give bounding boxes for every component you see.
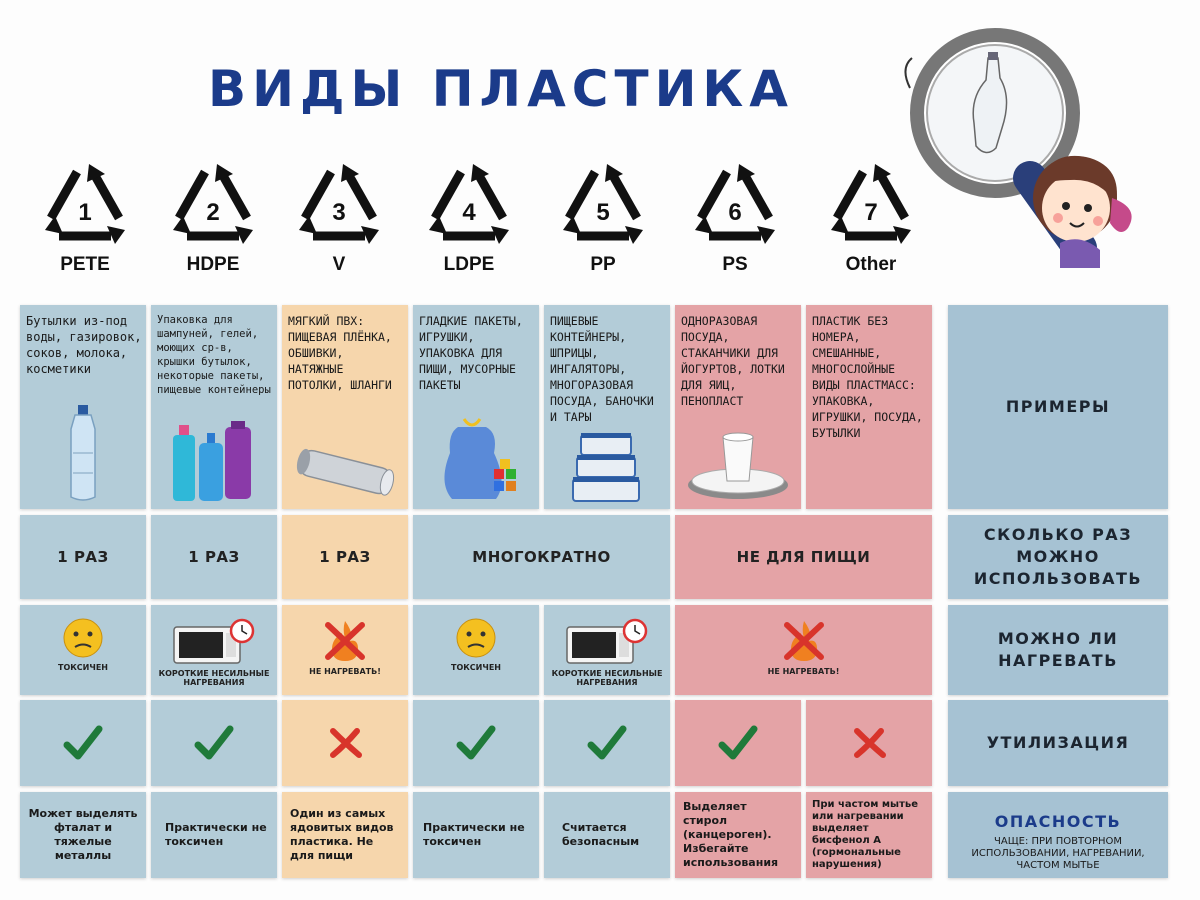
row-header-examples bbox=[948, 305, 1168, 509]
row-header-recycle bbox=[948, 700, 1168, 786]
bottle-illustration bbox=[20, 403, 146, 503]
svg-text:2: 2 bbox=[206, 199, 220, 226]
heat-caption: НЕ НАГРЕВАТЬ! bbox=[767, 667, 840, 676]
danger-text: Может выделять фталат и тяжелые металлы bbox=[28, 807, 138, 862]
example-text: ПЛАСТИК БЕЗ НОМЕРА, СМЕШАННЫЕ, МНОГОСЛОЙНЫЕ ВИДЫ ПЛАСТМАСС: УПАКОВКА, ИГРУШКИ, ПОСУДА, БУТЫЛКИ bbox=[812, 314, 923, 440]
heat-caption: НЕ НАГРЕВАТЬ! bbox=[309, 667, 381, 676]
reuse-label: 1 РАЗ bbox=[319, 548, 371, 566]
example-cell-5 bbox=[544, 305, 670, 509]
row-header-label: УТИЛИЗАЦИЯ bbox=[986, 733, 1130, 752]
recycle-triangle-icon bbox=[687, 160, 783, 250]
recycle-cell-7 bbox=[806, 700, 932, 786]
heat-caption: КОРОТКИЕ НЕСИЛЬНЫЕ НАГРЕВАНИЯ bbox=[158, 669, 270, 687]
reuse-cell-6-7 bbox=[675, 515, 932, 599]
heat-cell-1 bbox=[20, 605, 146, 695]
code-1 bbox=[30, 160, 140, 276]
danger-cell-1 bbox=[20, 792, 146, 878]
danger-cell-3 bbox=[282, 792, 408, 878]
code-2 bbox=[158, 160, 268, 276]
example-text: ГЛАДКИЕ ПАКЕТЫ, ИГРУШКИ, УПАКОВКА ДЛЯ ПИЩИ, МУСОРНЫЕ ПАКЕТЫ bbox=[419, 314, 523, 392]
heat-caption: ТОКСИЧЕН bbox=[58, 663, 108, 672]
example-cell-7 bbox=[806, 305, 932, 509]
reuse-label: 1 РАЗ bbox=[188, 548, 240, 566]
heat-cell-6-7 bbox=[675, 605, 932, 695]
example-text: Упаковка для шампуней, гелей, моющих ср-в, крышки бутылок, некоторые пакеты, пищевые контейнеры bbox=[157, 314, 271, 396]
svg-text:5: 5 bbox=[596, 199, 610, 226]
example-cell-6 bbox=[675, 305, 801, 509]
heat-cell-2 bbox=[151, 605, 277, 695]
checkmark-icon bbox=[456, 725, 496, 761]
danger-cell-4 bbox=[413, 792, 539, 878]
shampoo-bottles-illustration bbox=[151, 421, 277, 503]
reuse-label: МНОГОКРАТНО bbox=[472, 548, 611, 566]
reuse-cell-2 bbox=[151, 515, 277, 599]
page-title: ВИДЫ ПЛАСТИКА bbox=[208, 60, 794, 118]
sad-face-icon bbox=[455, 617, 497, 659]
row-header-label: ПРИМЕРЫ bbox=[1005, 397, 1111, 416]
row-header-label: ОПАСНОСТЬ bbox=[994, 812, 1122, 831]
heat-cell-4 bbox=[413, 605, 539, 695]
reuse-label: НЕ ДЛЯ ПИЩИ bbox=[736, 548, 871, 566]
mascot-magnifier-illustration bbox=[900, 18, 1160, 268]
cross-icon bbox=[851, 727, 887, 759]
no-fire-icon bbox=[779, 617, 829, 663]
disposable-tableware-illustration bbox=[675, 427, 801, 503]
row-header-label: МОЖНО ЛИ НАГРЕВАТЬ bbox=[997, 629, 1119, 670]
danger-text: Считается безопасным bbox=[562, 821, 640, 848]
danger-text: Практически не токсичен bbox=[165, 821, 267, 848]
recycle-triangle-icon bbox=[555, 160, 651, 250]
example-cell-1 bbox=[20, 305, 146, 509]
row-header-heat bbox=[948, 605, 1168, 695]
example-text: ОДНОРАЗОВАЯ ПОСУДА, СТАКАНЧИКИ ДЛЯ ЙОГУРТОВ, ЛОТКИ ДЛЯ ЯИЦ, ПЕНОПЛАСТ bbox=[681, 314, 785, 408]
code-3 bbox=[284, 160, 394, 276]
recycle-triangle-icon bbox=[291, 160, 387, 250]
example-text: ПИЩЕВЫЕ КОНТЕЙНЕРЫ, ШПРИЦЫ, ИНГАЛЯТОРЫ, МНОГОРАЗОВАЯ ПОСУДА, БАНОЧКИ И ТАРЫ bbox=[550, 314, 654, 424]
recycle-triangle-icon bbox=[421, 160, 517, 250]
code-abbr: HDPE bbox=[186, 254, 240, 275]
code-abbr: PETE bbox=[60, 254, 110, 275]
reuse-cell-1 bbox=[20, 515, 146, 599]
svg-text:1: 1 bbox=[78, 199, 92, 226]
example-text: Бутылки из-под воды, газировок, соков, молока, косметики bbox=[26, 314, 142, 376]
checkmark-icon bbox=[718, 725, 758, 761]
recycle-cell-3 bbox=[282, 700, 408, 786]
trash-bag-toys-illustration bbox=[413, 413, 539, 503]
danger-text: Практически не токсичен bbox=[423, 821, 525, 848]
danger-text: Выделяет стирол (канцероген). Избегайте использования bbox=[683, 800, 779, 869]
microwave-timer-icon bbox=[172, 617, 256, 665]
recycle-triangle-icon bbox=[37, 160, 133, 250]
cling-film-illustration bbox=[282, 443, 408, 503]
danger-text: Один из самых ядовитых видов пластика. Не для пищи bbox=[290, 807, 394, 862]
no-fire-icon bbox=[320, 617, 370, 663]
row-header-subtext: ЧАЩЕ: ПРИ ПОВТОРНОМ ИСПОЛЬЗОВАНИИ, НАГРЕВАНИИ, ЧАСТОМ МЫТЬЕ bbox=[971, 836, 1145, 871]
cross-icon bbox=[327, 727, 363, 759]
danger-cell-7 bbox=[806, 792, 932, 878]
code-abbr: V bbox=[332, 254, 346, 275]
reuse-cell-4-5 bbox=[413, 515, 670, 599]
danger-cell-6 bbox=[675, 792, 801, 878]
microwave-timer-icon bbox=[565, 617, 649, 665]
danger-cell-5 bbox=[544, 792, 670, 878]
recycle-cell-1 bbox=[20, 700, 146, 786]
heat-cell-5 bbox=[544, 605, 670, 695]
code-6 bbox=[680, 160, 790, 276]
example-cell-4 bbox=[413, 305, 539, 509]
danger-text: При частом мытье или нагревании выделяет бисфенол А (гормональные нарушения) bbox=[812, 799, 918, 870]
recycle-cell-6 bbox=[675, 700, 801, 786]
food-containers-illustration bbox=[544, 427, 670, 503]
recycle-triangle-icon bbox=[165, 160, 261, 250]
plastics-table bbox=[20, 300, 1175, 885]
code-abbr: PP bbox=[590, 254, 616, 275]
sad-face-icon bbox=[62, 617, 104, 659]
svg-text:6: 6 bbox=[728, 199, 742, 226]
resin-codes bbox=[0, 160, 940, 285]
checkmark-icon bbox=[194, 725, 234, 761]
reuse-label: 1 РАЗ bbox=[57, 548, 109, 566]
svg-text:7: 7 bbox=[864, 199, 878, 226]
svg-text:4: 4 bbox=[462, 199, 476, 226]
reuse-cell-3 bbox=[282, 515, 408, 599]
example-text: МЯГКИЙ ПВХ: ПИЩЕВАЯ ПЛЁНКА, ОБШИВКИ, НАТЯЖНЫЕ ПОТОЛКИ, ШЛАНГИ bbox=[288, 314, 392, 392]
code-4 bbox=[414, 160, 524, 276]
recycle-cell-5 bbox=[544, 700, 670, 786]
code-abbr: Other bbox=[845, 254, 897, 275]
code-abbr: PS bbox=[722, 254, 748, 275]
heat-cell-3 bbox=[282, 605, 408, 695]
checkmark-icon bbox=[63, 725, 103, 761]
example-cell-3 bbox=[282, 305, 408, 509]
code-5 bbox=[548, 160, 658, 276]
heat-caption: КОРОТКИЕ НЕСИЛЬНЫЕ НАГРЕВАНИЯ bbox=[551, 669, 663, 687]
example-cell-2 bbox=[151, 305, 277, 509]
checkmark-icon bbox=[587, 725, 627, 761]
svg-text:3: 3 bbox=[332, 199, 346, 226]
recycle-cell-2 bbox=[151, 700, 277, 786]
row-header-reuse bbox=[948, 515, 1168, 599]
danger-cell-2 bbox=[151, 792, 277, 878]
recycle-cell-4 bbox=[413, 700, 539, 786]
code-abbr: LDPE bbox=[443, 254, 495, 275]
row-header-label: СКОЛЬКО РАЗ МОЖНО ИСПОЛЬЗОВАТЬ bbox=[973, 525, 1143, 588]
row-header-danger bbox=[948, 792, 1168, 878]
heat-caption: ТОКСИЧЕН bbox=[451, 663, 501, 672]
